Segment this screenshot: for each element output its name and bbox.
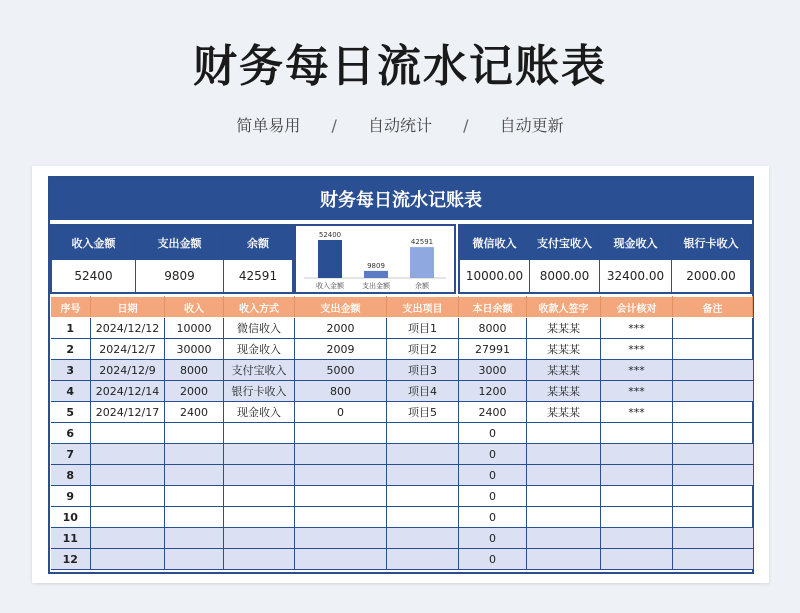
cell-income[interactable] xyxy=(165,444,224,465)
cell-accounting-check[interactable] xyxy=(601,465,673,486)
column-header-payee-signature: 收款人签字 xyxy=(527,297,601,318)
cell-seq[interactable]: 3 xyxy=(51,360,91,381)
cell-payee-signature[interactable] xyxy=(527,507,601,528)
cell-remark[interactable] xyxy=(673,381,753,402)
summary-right-block xyxy=(458,224,752,294)
cell-income-method[interactable] xyxy=(224,423,295,444)
cell-income[interactable]: 10000 xyxy=(165,318,224,339)
cell-accounting-check[interactable] xyxy=(601,528,673,549)
cell-expense-amount[interactable] xyxy=(295,444,387,465)
chart-bar-1 xyxy=(318,240,342,278)
chart-data-label-1: 52400 xyxy=(318,231,342,239)
table-row xyxy=(51,549,753,570)
cell-daily-balance[interactable]: 0 xyxy=(459,465,527,486)
column-header-expense-amount: 支出金额 xyxy=(295,297,387,318)
subtitle-item-auto-stats: 自动统计 xyxy=(367,116,432,135)
cell-date[interactable]: 2024/12/17 xyxy=(91,402,165,423)
cell-expense-item[interactable]: 项目4 xyxy=(387,381,459,402)
cell-payee-signature[interactable]: 某某某 xyxy=(527,360,601,381)
cell-expense-amount[interactable]: 2000 xyxy=(295,318,387,339)
subtitle-item-easy: 简单易用 xyxy=(236,116,301,135)
cell-date[interactable] xyxy=(91,423,165,444)
chart-category-label-2: 支出金额 xyxy=(362,282,390,290)
cell-income[interactable] xyxy=(165,549,224,570)
column-header-remark: 备注 xyxy=(673,297,753,318)
chart-bar-3 xyxy=(410,247,434,278)
cell-date[interactable] xyxy=(91,549,165,570)
cell-daily-balance[interactable]: 8000 xyxy=(459,318,527,339)
cell-payee-signature[interactable] xyxy=(527,465,601,486)
cell-payee-signature[interactable]: 某某某 xyxy=(527,318,601,339)
cell-seq[interactable]: 2 xyxy=(51,339,91,360)
cell-accounting-check[interactable]: *** xyxy=(601,360,673,381)
cell-expense-item[interactable] xyxy=(387,465,459,486)
cell-daily-balance[interactable]: 0 xyxy=(459,486,527,507)
cell-seq[interactable]: 5 xyxy=(51,402,91,423)
cell-daily-balance[interactable]: 2400 xyxy=(459,402,527,423)
cell-daily-balance[interactable]: 0 xyxy=(459,444,527,465)
cell-date[interactable] xyxy=(91,486,165,507)
cell-expense-amount[interactable]: 5000 xyxy=(295,360,387,381)
cell-income-method[interactable] xyxy=(224,507,295,528)
cell-daily-balance[interactable]: 1200 xyxy=(459,381,527,402)
summary-alipay xyxy=(530,226,600,292)
cell-expense-amount[interactable]: 0 xyxy=(295,402,387,423)
cell-daily-balance[interactable]: 0 xyxy=(459,423,527,444)
summary-bankcard xyxy=(672,226,750,292)
cell-remark[interactable] xyxy=(673,465,753,486)
cell-remark[interactable] xyxy=(673,549,753,570)
summary-income-value[interactable]: 52400 xyxy=(52,260,135,292)
cell-accounting-check[interactable] xyxy=(601,444,673,465)
summary-section xyxy=(50,224,752,294)
cell-date[interactable] xyxy=(91,465,165,486)
cell-accounting-check[interactable] xyxy=(601,486,673,507)
cell-accounting-check[interactable]: *** xyxy=(601,318,673,339)
summary-bar-chart xyxy=(294,224,456,294)
cell-remark[interactable] xyxy=(673,360,753,381)
summary-bankcard-label: 银行卡收入 xyxy=(672,226,750,260)
cell-payee-signature[interactable]: 某某某 xyxy=(527,339,601,360)
page-title: 财务每日流水记账表 xyxy=(193,41,607,92)
page-subtitle xyxy=(0,113,800,136)
subtitle-item-auto-update: 自动更新 xyxy=(499,116,564,135)
cell-income[interactable]: 2400 xyxy=(165,402,224,423)
cell-expense-item[interactable]: 项目3 xyxy=(387,360,459,381)
cell-income[interactable] xyxy=(165,528,224,549)
cell-payee-signature[interactable] xyxy=(527,444,601,465)
cell-expense-amount[interactable] xyxy=(295,423,387,444)
spreadsheet-card xyxy=(32,166,769,583)
cell-expense-amount[interactable]: 800 xyxy=(295,381,387,402)
summary-income xyxy=(52,226,136,292)
cell-income-method[interactable] xyxy=(224,528,295,549)
cell-expense-amount[interactable] xyxy=(295,549,387,570)
cell-income[interactable] xyxy=(165,486,224,507)
cell-expense-amount[interactable] xyxy=(295,528,387,549)
cell-income[interactable] xyxy=(165,423,224,444)
cell-income[interactable]: 30000 xyxy=(165,339,224,360)
column-header-income: 收入 xyxy=(165,297,224,318)
ledger-table xyxy=(50,296,753,570)
summary-expense-value[interactable]: 9809 xyxy=(136,260,223,292)
cell-expense-item[interactable]: 项目2 xyxy=(387,339,459,360)
cell-accounting-check[interactable] xyxy=(601,549,673,570)
table-row xyxy=(51,381,753,402)
cell-income-method[interactable]: 银行卡收入 xyxy=(224,381,295,402)
cell-date[interactable]: 2024/12/12 xyxy=(91,318,165,339)
cell-expense-item[interactable] xyxy=(387,444,459,465)
cell-seq[interactable]: 10 xyxy=(51,507,91,528)
cell-income-method[interactable]: 现金收入 xyxy=(224,402,295,423)
subtitle-separator: / xyxy=(463,116,469,135)
cell-income-method[interactable] xyxy=(224,486,295,507)
cell-payee-signature[interactable] xyxy=(527,528,601,549)
chart-bar-2 xyxy=(364,271,388,278)
table-row xyxy=(51,339,753,360)
cell-payee-signature[interactable] xyxy=(527,486,601,507)
column-header-accounting-check: 会计核对 xyxy=(601,297,673,318)
summary-alipay-label: 支付宝收入 xyxy=(530,226,599,260)
cell-expense-amount[interactable] xyxy=(295,465,387,486)
column-header-seq: 序号 xyxy=(51,297,91,318)
cell-remark[interactable] xyxy=(673,339,753,360)
cell-accounting-check[interactable]: *** xyxy=(601,339,673,360)
cell-remark[interactable] xyxy=(673,318,753,339)
cell-expense-amount[interactable]: 2009 xyxy=(295,339,387,360)
summary-left-block xyxy=(50,224,294,294)
cell-remark[interactable] xyxy=(673,423,753,444)
summary-wechat xyxy=(460,226,530,292)
table-row xyxy=(51,444,753,465)
summary-cash xyxy=(600,226,672,292)
summary-expense-label: 支出金额 xyxy=(136,226,223,260)
cell-seq[interactable]: 7 xyxy=(51,444,91,465)
column-header-expense-item: 支出项目 xyxy=(387,297,459,318)
summary-balance-label: 余额 xyxy=(224,226,292,260)
cell-income-method[interactable] xyxy=(224,444,295,465)
cell-remark[interactable] xyxy=(673,402,753,423)
cell-remark[interactable] xyxy=(673,486,753,507)
summary-alipay-value[interactable]: 8000.00 xyxy=(530,260,599,292)
cell-seq[interactable]: 6 xyxy=(51,423,91,444)
cell-seq[interactable]: 9 xyxy=(51,486,91,507)
cell-income[interactable] xyxy=(165,465,224,486)
column-header-income-method: 收入方式 xyxy=(224,297,295,318)
table-body xyxy=(51,318,753,570)
cell-date[interactable]: 2024/12/14 xyxy=(91,381,165,402)
cell-income[interactable] xyxy=(165,507,224,528)
cell-expense-item[interactable]: 项目1 xyxy=(387,318,459,339)
cell-income-method[interactable] xyxy=(224,465,295,486)
cell-remark[interactable] xyxy=(673,528,753,549)
table-row xyxy=(51,507,753,528)
cell-seq[interactable]: 1 xyxy=(51,318,91,339)
summary-bankcard-value[interactable]: 2000.00 xyxy=(672,260,750,292)
cell-remark[interactable] xyxy=(673,507,753,528)
cell-date[interactable]: 2024/12/7 xyxy=(91,339,165,360)
cell-expense-amount[interactable] xyxy=(295,507,387,528)
cell-expense-item[interactable] xyxy=(387,549,459,570)
cell-income-method[interactable]: 现金收入 xyxy=(224,339,295,360)
cell-expense-item[interactable] xyxy=(387,528,459,549)
table-row xyxy=(51,423,753,444)
cell-income-method[interactable]: 微信收入 xyxy=(224,318,295,339)
table-row xyxy=(51,318,753,339)
summary-wechat-value[interactable]: 10000.00 xyxy=(460,260,529,292)
summary-expense xyxy=(136,226,224,292)
cell-date[interactable]: 2024/12/9 xyxy=(91,360,165,381)
cell-payee-signature[interactable] xyxy=(527,549,601,570)
spreadsheet-frame xyxy=(48,176,754,574)
chart-data-label-2: 9809 xyxy=(367,261,385,270)
cell-accounting-check[interactable]: *** xyxy=(601,381,673,402)
table-row xyxy=(51,360,753,381)
cell-payee-signature[interactable] xyxy=(527,423,601,444)
cell-seq[interactable]: 8 xyxy=(51,465,91,486)
cell-expense-item[interactable] xyxy=(387,423,459,444)
summary-balance xyxy=(224,226,292,292)
cell-date[interactable] xyxy=(91,507,165,528)
table-row xyxy=(51,402,753,423)
cell-accounting-check[interactable]: *** xyxy=(601,402,673,423)
cell-date[interactable] xyxy=(91,528,165,549)
cell-payee-signature[interactable]: 某某某 xyxy=(527,402,601,423)
summary-cash-value[interactable]: 32400.00 xyxy=(600,260,671,292)
cell-daily-balance[interactable]: 0 xyxy=(459,507,527,528)
table-header-row xyxy=(51,297,753,318)
cell-seq[interactable]: 12 xyxy=(51,549,91,570)
chart-category-label-3: 余额 xyxy=(415,282,429,290)
cell-seq[interactable]: 4 xyxy=(51,381,91,402)
cell-accounting-check[interactable] xyxy=(601,507,673,528)
cell-expense-item[interactable] xyxy=(387,486,459,507)
chart-data-label-3: 42591 xyxy=(410,238,434,247)
table-row xyxy=(51,465,753,486)
table-row xyxy=(51,528,753,549)
cell-daily-balance[interactable]: 27991 xyxy=(459,339,527,360)
cell-income[interactable]: 2000 xyxy=(165,381,224,402)
cell-seq[interactable]: 11 xyxy=(51,528,91,549)
cell-expense-item[interactable] xyxy=(387,507,459,528)
cell-payee-signature[interactable]: 某某某 xyxy=(527,381,601,402)
table-row xyxy=(51,486,753,507)
summary-cash-label: 现金收入 xyxy=(600,226,671,260)
cell-income-method[interactable] xyxy=(224,549,295,570)
bar-chart-svg xyxy=(296,226,454,292)
cell-remark[interactable] xyxy=(673,444,753,465)
cell-income-method[interactable]: 支付宝收入 xyxy=(224,360,295,381)
cell-expense-item[interactable]: 项目5 xyxy=(387,402,459,423)
column-header-date: 日期 xyxy=(91,297,165,318)
chart-category-label-1: 收入金额 xyxy=(316,282,344,290)
cell-accounting-check[interactable] xyxy=(601,423,673,444)
column-header-daily-balance: 本日余额 xyxy=(459,297,527,318)
cell-expense-amount[interactable] xyxy=(295,486,387,507)
summary-wechat-label: 微信收入 xyxy=(460,226,529,260)
subtitle-separator: / xyxy=(331,116,337,135)
cell-date[interactable] xyxy=(91,444,165,465)
sheet-banner-title: 财务每日流水记账表 xyxy=(50,178,752,222)
summary-income-label: 收入金额 xyxy=(52,226,135,260)
cell-daily-balance[interactable]: 3000 xyxy=(459,360,527,381)
cell-daily-balance[interactable]: 0 xyxy=(459,549,527,570)
cell-income[interactable]: 8000 xyxy=(165,360,224,381)
cell-daily-balance[interactable]: 0 xyxy=(459,528,527,549)
summary-balance-value[interactable]: 42591 xyxy=(224,260,292,292)
